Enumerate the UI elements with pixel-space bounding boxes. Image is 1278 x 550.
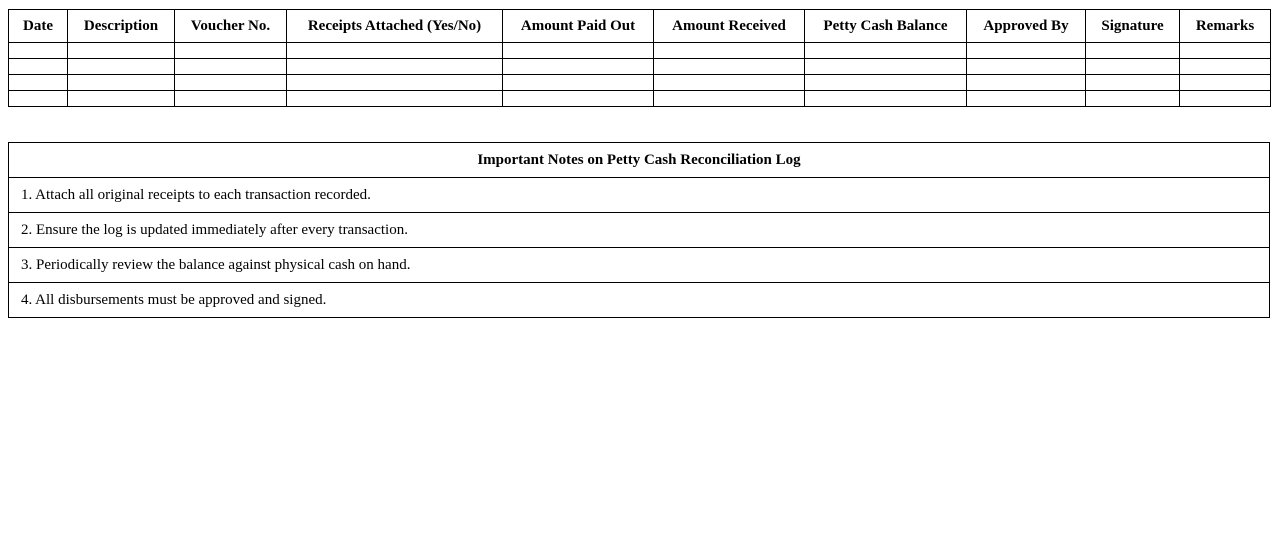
table-cell[interactable] [805,75,967,91]
table-cell[interactable] [287,59,503,75]
column-header-date: Date [9,10,68,43]
table-cell[interactable] [68,75,175,91]
table-cell[interactable] [1180,91,1271,107]
table-row [9,91,1271,107]
petty-cash-log-table [8,9,1271,107]
table-cell[interactable] [1086,59,1180,75]
column-header-voucher-no: Voucher No. [175,10,287,43]
table-cell[interactable] [503,43,654,59]
table-cell[interactable] [287,91,503,107]
table-cell[interactable] [967,59,1086,75]
table-cell[interactable] [503,75,654,91]
column-header-amount-received: Amount Received [654,10,805,43]
log-header-row [9,10,1271,43]
important-notes-table [8,142,1270,318]
table-cell[interactable] [68,59,175,75]
table-cell[interactable] [1180,43,1271,59]
table-cell[interactable] [1180,59,1271,75]
table-cell[interactable] [287,75,503,91]
table-row [9,75,1271,91]
table-cell[interactable] [175,59,287,75]
table-cell[interactable] [1086,43,1180,59]
table-cell[interactable] [654,75,805,91]
table-row [9,59,1271,75]
table-cell[interactable] [805,59,967,75]
table-cell[interactable] [9,91,68,107]
column-header-remarks: Remarks [1180,10,1271,43]
table-cell[interactable] [654,43,805,59]
column-header-approved-by: Approved By [967,10,1086,43]
notes-title: Important Notes on Petty Cash Reconciliation Log [9,143,1270,178]
table-cell[interactable] [1086,75,1180,91]
list-item [9,178,1270,213]
table-cell[interactable] [175,75,287,91]
column-header-description: Description [68,10,175,43]
table-cell[interactable] [175,91,287,107]
table-cell[interactable] [503,59,654,75]
table-cell[interactable] [9,59,68,75]
note-item-3: 3. Periodically review the balance against physical cash on hand. [9,248,1270,283]
table-cell[interactable] [967,91,1086,107]
column-header-signature: Signature [1086,10,1180,43]
table-cell[interactable] [68,43,175,59]
column-header-petty-cash-balance: Petty Cash Balance [805,10,967,43]
table-cell[interactable] [68,91,175,107]
list-item [9,283,1270,318]
table-cell[interactable] [654,91,805,107]
note-item-4: 4. All disbursements must be approved and signed. [9,283,1270,318]
table-cell[interactable] [1086,91,1180,107]
table-cell[interactable] [287,43,503,59]
notes-header-row [9,143,1270,178]
note-item-1: 1. Attach all original receipts to each transaction recorded. [9,178,1270,213]
table-cell[interactable] [967,75,1086,91]
table-cell[interactable] [175,43,287,59]
list-item [9,213,1270,248]
table-row [9,43,1271,59]
table-cell[interactable] [805,43,967,59]
table-cell[interactable] [9,43,68,59]
table-cell[interactable] [805,91,967,107]
table-cell[interactable] [1180,75,1271,91]
table-cell[interactable] [503,91,654,107]
list-item [9,248,1270,283]
column-header-amount-paid-out: Amount Paid Out [503,10,654,43]
table-cell[interactable] [9,75,68,91]
column-header-receipts-attached: Receipts Attached (Yes/No) [287,10,503,43]
note-item-2: 2. Ensure the log is updated immediately after every transaction. [9,213,1270,248]
table-cell[interactable] [654,59,805,75]
table-cell[interactable] [967,43,1086,59]
